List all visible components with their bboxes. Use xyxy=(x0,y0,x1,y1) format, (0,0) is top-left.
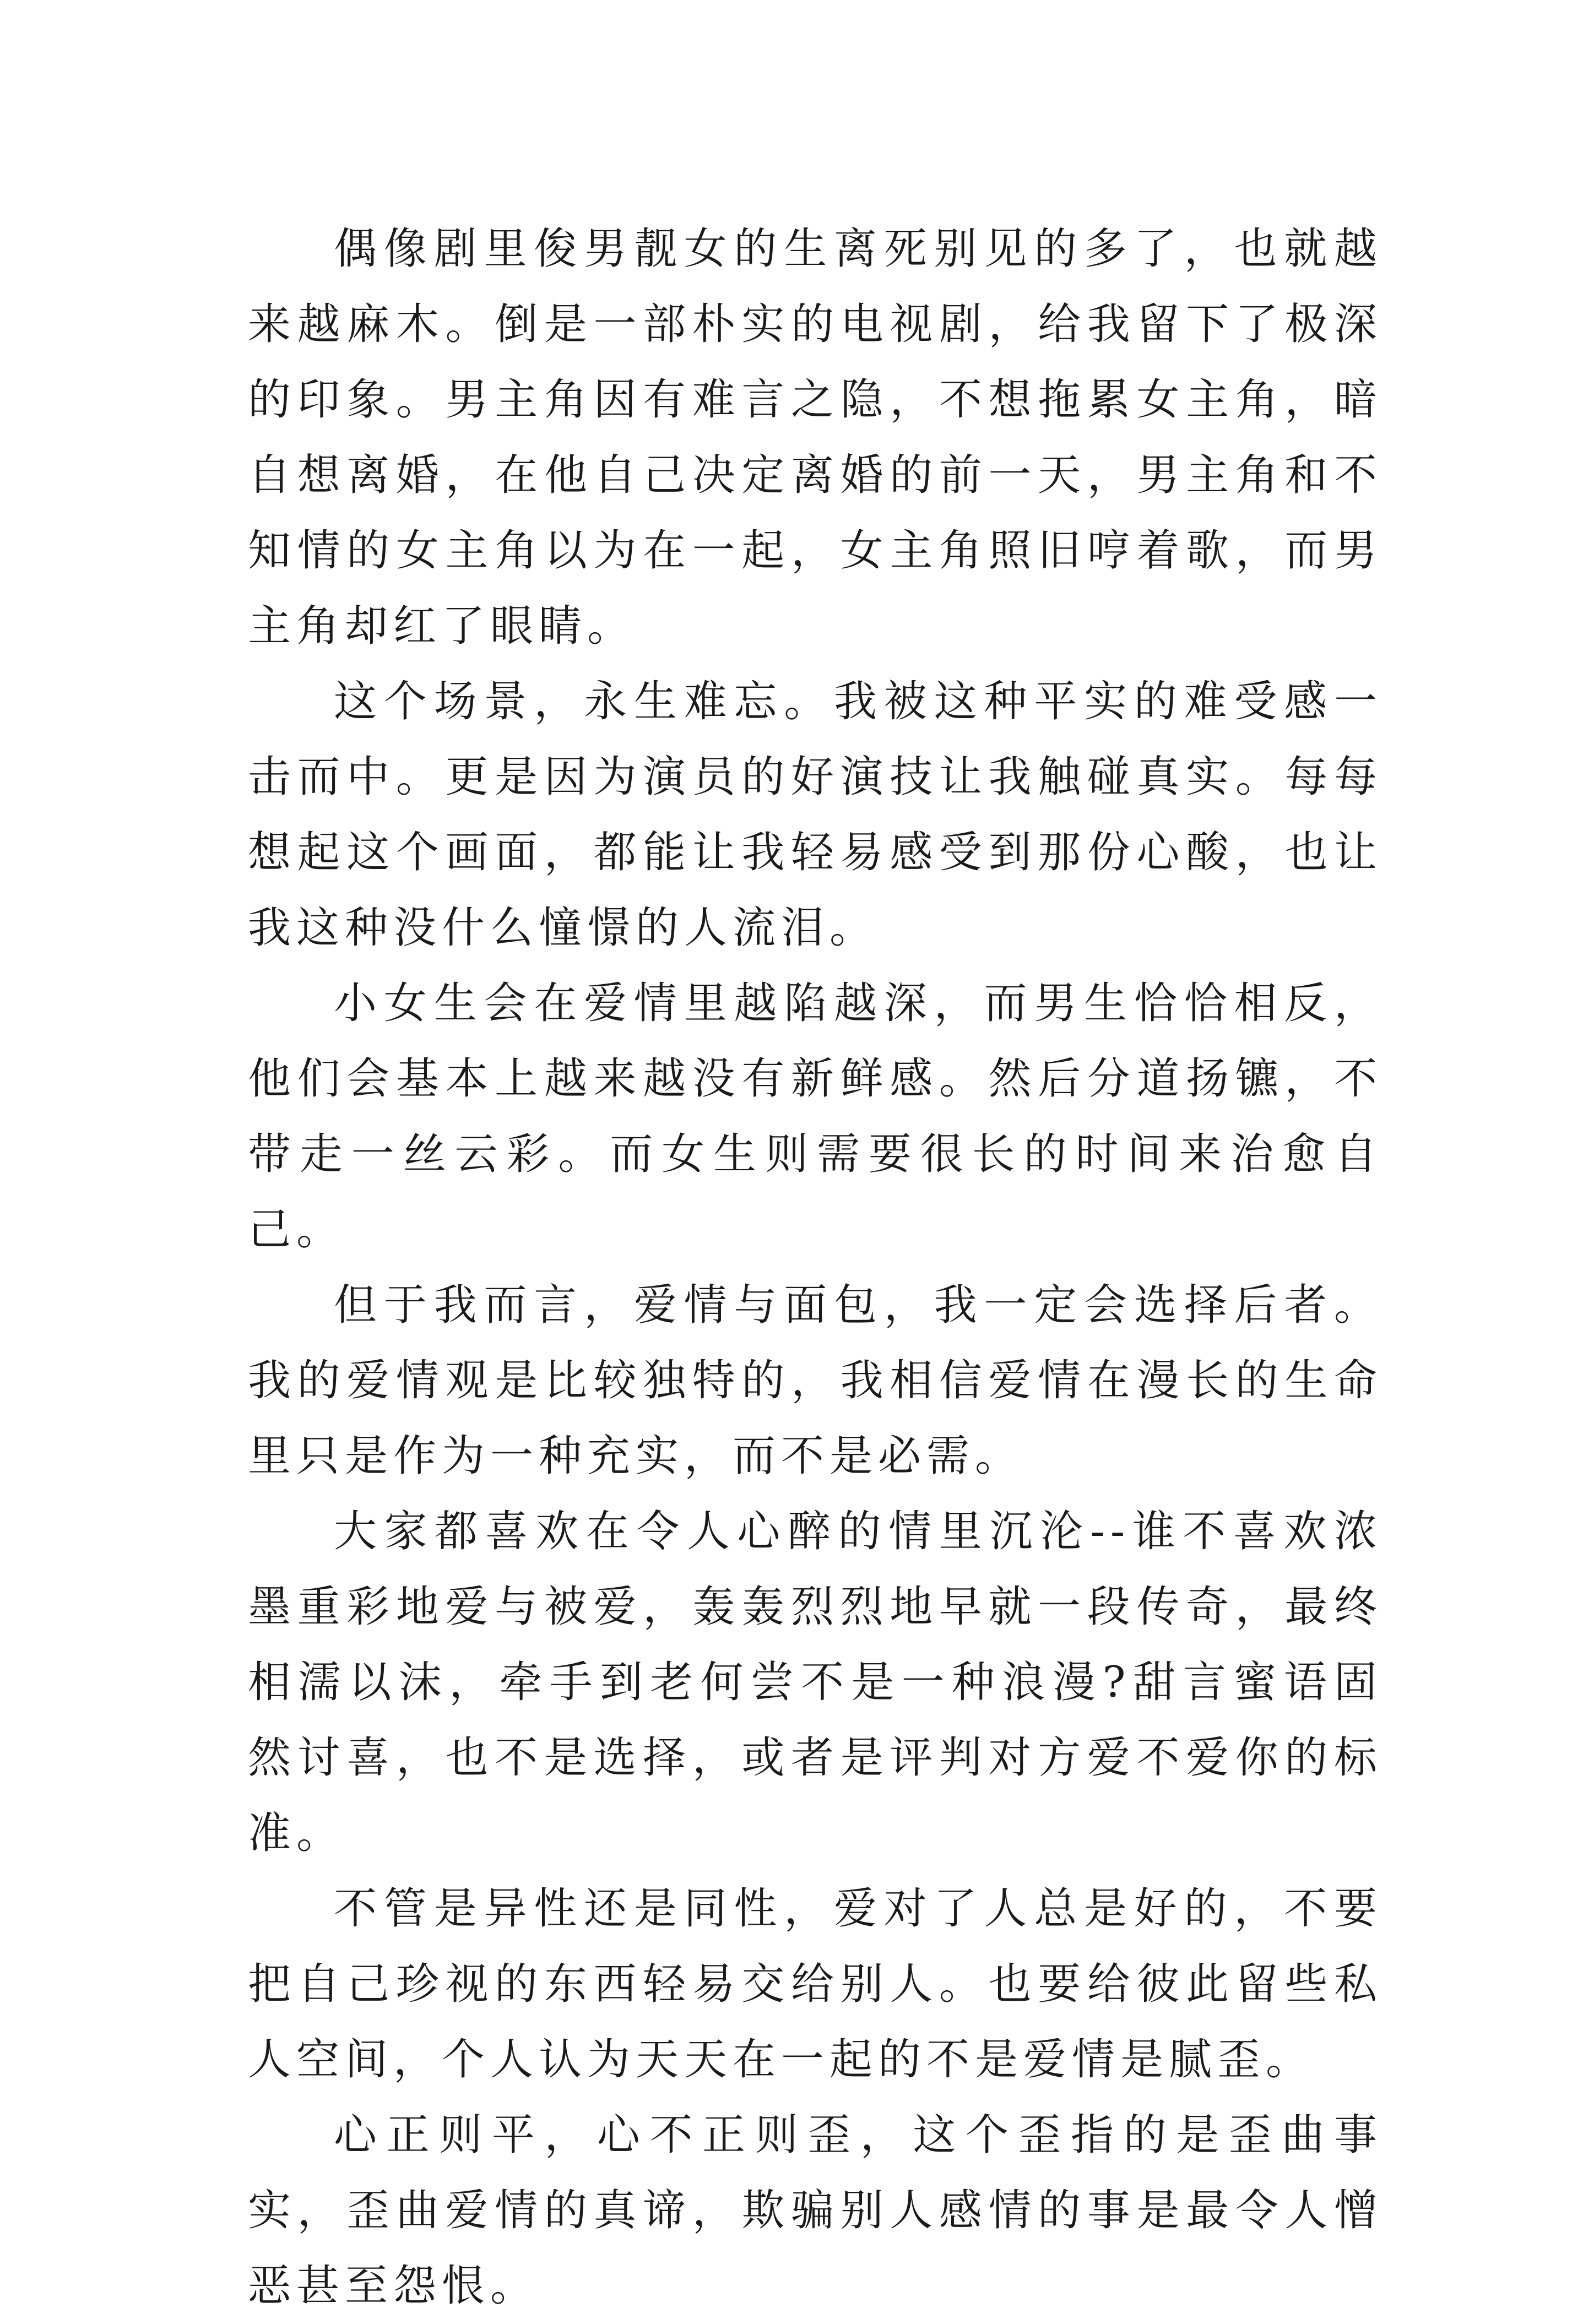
paragraph-3: 小女生会在爱情里越陷越深，而男生恰恰相反，他们会基本上越来越没有新鲜感。然后分道扬镳，不带走一丝云彩。而女生则需要很长的时间来治愈自己。 xyxy=(248,979,1382,1255)
document-body xyxy=(248,211,1382,2324)
paragraph-4: 但于我而言，爱情与面包，我一定会选择后者。我的爱情观是比较独特的，我相信爱情在漫长的生命里只是作为一种充实，而不是必需。 xyxy=(248,1280,1382,1481)
paragraph-5: 大家都喜欢在令人心醉的情里沉沦--谁不喜欢浓墨重彩地爱与被爱，轰轰烈烈地早就一段传奇，最终相濡以沫，牵手到老何尝不是一种浪漫?甜言蜜语固然讨喜，也不是选择，或者是评判对方爱不爱你的标准。 xyxy=(248,1507,1382,1858)
paragraph-2: 这个场景，永生难忘。我被这种平实的难受感一击而中。更是因为演员的好演技让我触碰真实。每每想起这个画面，都能让我轻易感受到那份心酸，也让我这种没什么憧憬的人流泪。 xyxy=(248,677,1382,953)
paragraph-7: 心正则平，心不正则歪，这个歪指的是歪曲事实，歪曲爱情的真谛，欺骗别人感情的事是最令人憎恶甚至怨恨。 xyxy=(248,2110,1382,2311)
paragraph-6: 不管是异性还是同性，爱对了人总是好的，不要把自己珍视的东西轻易交给别人。也要给彼此留些私人空间，个人认为天天在一起的不是爱情是腻歪。 xyxy=(248,1884,1382,2084)
paragraph-1: 偶像剧里俊男靓女的生离死别见的多了，也就越来越麻木。倒是一部朴实的电视剧，给我留下了极深的印象。男主角因有难言之隐，不想拖累女主角，暗自想离婚，在他自己决定离婚的前一天，男主角和不知情的女主角以为在一起，女主角照旧哼着歌，而男主角却红了眼睛。 xyxy=(248,224,1382,651)
